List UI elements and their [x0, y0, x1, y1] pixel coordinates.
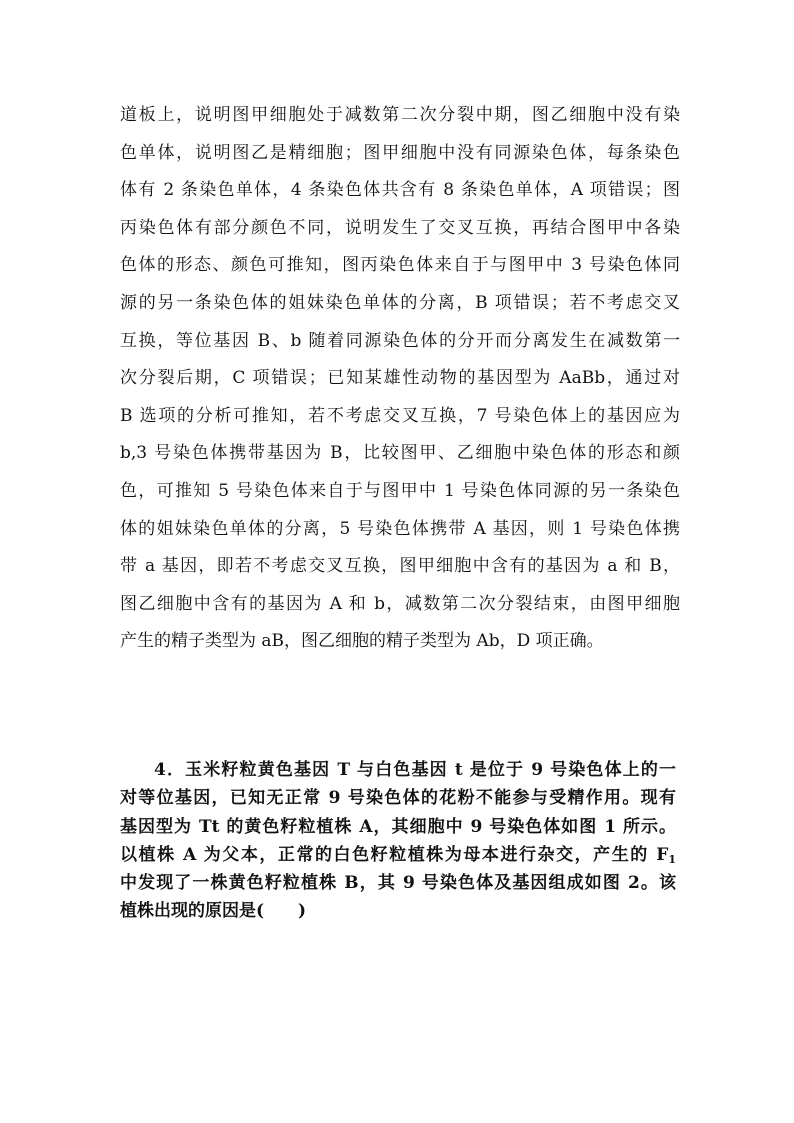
explanation-line: 色体的形态、颜色可推知，图丙染色体来自于与图甲中 3 号染色体同: [120, 255, 680, 276]
question-line: 基因型为 Tt 的黄色籽粒植株 A，其细胞中 9 号染色体如图 1 所示。: [120, 816, 676, 837]
explanation-line: 次分裂后期，C 项错误；已知某雄性动物的基因型为 AaBb，通过对: [120, 368, 680, 389]
question-line: 4．玉米籽粒黄色基因 T 与白色基因 t 是位于 9 号染色体上的一: [154, 760, 676, 780]
question-line-with-subscript: [120, 841, 676, 869]
question-line: 植株出现的原因是( ): [120, 901, 307, 922]
explanation-line: 体有 2 条染色单体，4 条染色体共含有 8 条染色单体，A 项错误；图: [120, 180, 680, 201]
explanation-line: 色单体，说明图乙是精细胞；图甲细胞中没有同源染色体，每条染色: [120, 142, 680, 163]
explanation-line: 色，可推知 5 号染色体来自于与图甲中 1 号染色体同源的另一条染色: [120, 480, 680, 501]
explanation-line: 图乙细胞中含有的基因为 A 和 b，减数第二次分裂结束，由图甲细胞: [120, 593, 680, 614]
explanation-line: b,3 号染色体携带基因为 B，比较图甲、乙细胞中染色体的形态和颜: [120, 443, 680, 464]
question-4: [120, 756, 676, 926]
explanation-line: 产生的精子类型为 aB，图乙细胞的精子类型为 Ab，D 项正确。: [120, 631, 604, 652]
explanation-line: 互换，等位基因 B、b 随着同源染色体的分开而分离发生在减数第一: [120, 330, 680, 351]
explanation-line: 带 a 基因，即若不考虑交叉互换，图甲细胞中含有的基因为 a 和 B，: [120, 556, 680, 577]
question-line: 对等位基因，已知无正常 9 号染色体的花粉不能参与受精作用。现有: [120, 788, 676, 809]
explanation-line: 体的姐妹染色单体的分离，5 号染色体携带 A 基因，则 1 号染色体携: [120, 518, 680, 539]
explanation-line: 源的另一条染色体的姐妹染色单体的分离，B 项错误；若不考虑交叉: [120, 292, 680, 313]
explanation-line: 丙染色体有部分颜色不同，说明发生了交叉互换，再结合图甲中各染: [120, 217, 680, 238]
question-line-text: 以植株 A 为父本，正常的白色籽粒植株为母本进行杂交，产生的 F: [120, 844, 669, 865]
answer-explanation: [120, 97, 680, 661]
f1-subscript: 1: [668, 852, 676, 866]
question-line: 中发现了一株黄色籽粒植株 B，其 9 号染色体及基因组成如图 2。该: [120, 873, 676, 894]
explanation-line: 道板上，说明图甲细胞处于减数第二次分裂中期，图乙细胞中没有染: [120, 105, 680, 125]
explanation-line: B 选项的分析可推知，若不考虑交叉互换，7 号染色体上的基因应为: [120, 405, 680, 426]
